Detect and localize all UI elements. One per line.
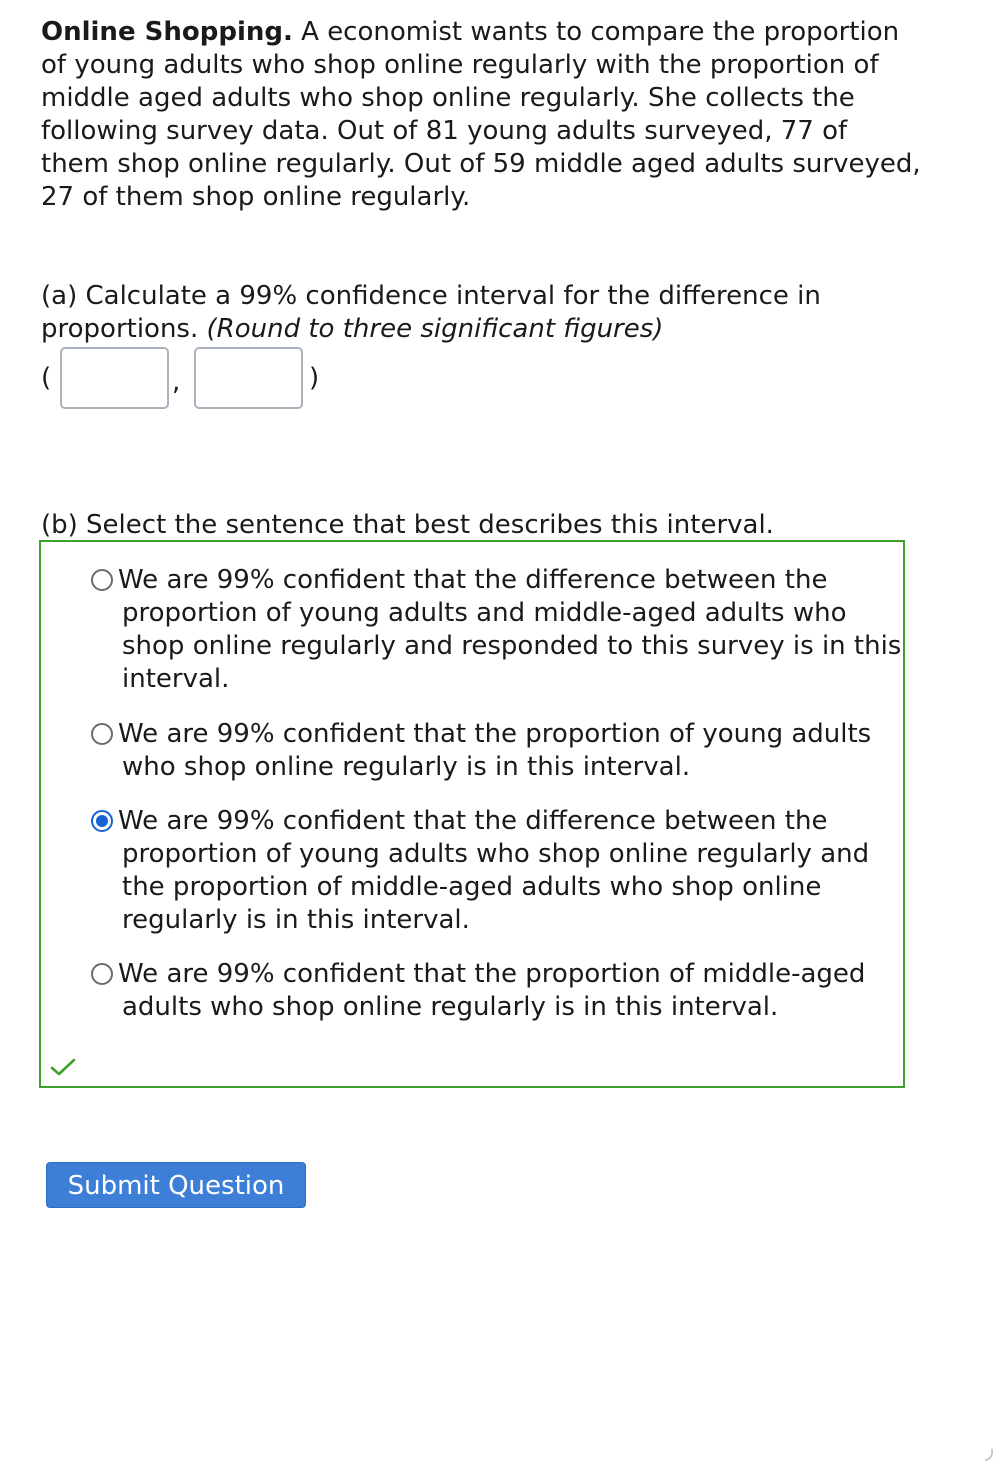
part-b-prompt: (b) Select the sentence that best describes this interval. (41, 510, 774, 540)
question-intro (41, 16, 921, 214)
part-a-hint: (Round to three significant figures) (206, 314, 664, 344)
radio-button[interactable] (91, 723, 113, 745)
choice-label: We are 99% confident that the difference between the proportion of young adults who shop online regularly and the proportion of middle-aged adults who shop online regularly is in this interval. (118, 806, 870, 935)
choice-option-3[interactable] (91, 805, 911, 937)
choices-group (39, 540, 905, 1088)
radio-button[interactable] (91, 963, 113, 985)
radio-button-selected[interactable] (91, 810, 113, 832)
choice-option-4[interactable] (91, 958, 911, 1024)
choice-option-1[interactable] (91, 564, 911, 696)
question-body: A economist wants to compare the proportion of young adults who shop online regularly with the proportion of middle aged adults who shop online regularly. She collects the following survey data. Out of 81 young adults surveyed, 77 of them shop online regularly. Out of 59 middle aged adults surveyed, 27 of them shop online regularly. (41, 17, 921, 212)
comma-separator: , (172, 367, 181, 397)
radio-button[interactable] (91, 569, 113, 591)
part-a-text: (a) Calculate a 99% confidence interval for the difference in proportions. (41, 281, 821, 344)
close-paren: ) (309, 363, 320, 393)
upper-bound-input[interactable] (194, 347, 303, 409)
part-a-prompt (41, 280, 921, 346)
open-paren: ( (41, 363, 52, 393)
submit-question-button[interactable]: Submit Question (46, 1162, 306, 1208)
check-icon (50, 1057, 76, 1077)
question-title: Online Shopping. (41, 17, 293, 47)
choice-label: We are 99% confident that the proportion of young adults who shop online regularly is in this interval. (118, 719, 872, 782)
lower-bound-input[interactable] (60, 347, 169, 409)
choice-option-2[interactable] (91, 718, 911, 784)
choice-label: We are 99% confident that the difference between the proportion of young adults and middle-aged adults who shop online regularly and responded to this survey is in this interval. (118, 565, 902, 694)
choice-label: We are 99% confident that the proportion of middle-aged adults who shop online regularly is in this interval. (118, 959, 866, 1022)
resize-corner-mark (985, 1449, 993, 1461)
